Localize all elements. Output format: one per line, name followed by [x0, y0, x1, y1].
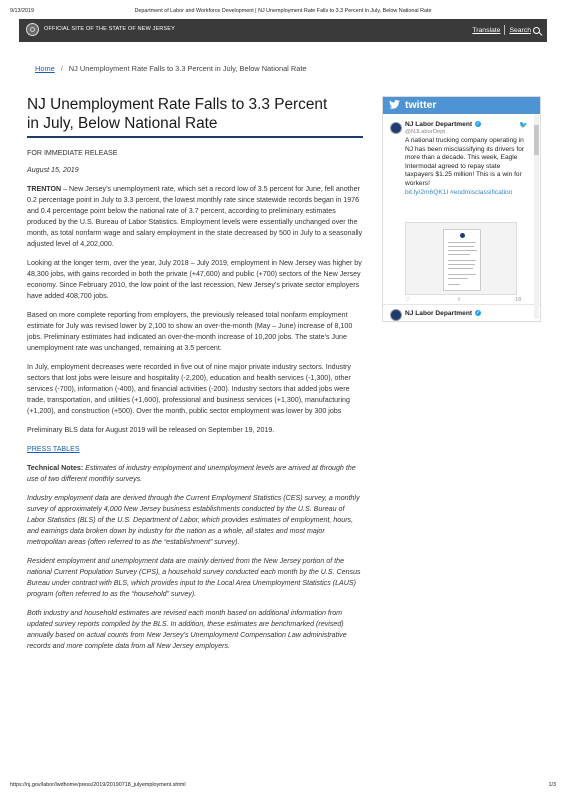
top-nav — [472, 25, 540, 35]
state-topbar — [19, 19, 547, 42]
doc-line — [448, 250, 477, 251]
print-page-number: 1/3 — [548, 782, 556, 788]
twitter-bird-icon — [389, 100, 400, 109]
avatar[interactable] — [390, 309, 402, 321]
tweet-link[interactable]: bit.ly/2m6QK1I — [405, 188, 449, 196]
twitter-wordmark: twitter — [405, 99, 437, 111]
tweet-author-name: NJ Labor Department — [405, 121, 473, 128]
print-url: https://nj.gov/labor/lwdhome/press/2019/20190718_julyemployment.shtml — [10, 782, 186, 788]
technical-notes-text: Estimates of industry employment and unemployment levels are arrived at through the use of two different monthly surveys. — [27, 464, 356, 483]
breadcrumb-current: NJ Unemployment Rate Falls to 3.3 Percent in July, Below National Rate — [68, 64, 307, 73]
press-release-thumbnail — [443, 229, 481, 291]
doc-line — [448, 274, 476, 275]
breadcrumb — [35, 64, 306, 73]
tweet-text — [405, 137, 528, 197]
tweet-handle[interactable]: @NJLaborDept — [405, 129, 446, 135]
share-icon[interactable]: ⇧ — [457, 297, 462, 303]
tweet-count: 18 — [515, 297, 522, 303]
tweet-author[interactable] — [405, 310, 481, 317]
official-site-label: OFFICIAL SITE OF THE STATE OF NEW JERSEY — [44, 26, 175, 32]
print-header — [0, 8, 566, 16]
translate-link[interactable]: Translate — [472, 26, 501, 34]
verified-icon: ✓ — [476, 121, 480, 127]
doc-line — [448, 278, 468, 279]
tweet-hashtag[interactable]: #endmisclassification — [450, 188, 513, 196]
release-label: FOR IMMEDIATE RELEASE — [27, 149, 118, 157]
seal-icon — [460, 233, 465, 238]
nav-divider — [504, 25, 505, 35]
doc-line — [448, 254, 470, 255]
twitter-scrollbar[interactable] — [534, 115, 539, 319]
paragraph-5: Preliminary BLS data for August 2019 will be released on September 19, 2019. — [27, 426, 275, 434]
heart-icon[interactable]: ♡ — [405, 297, 411, 303]
doc-line — [448, 284, 460, 285]
paragraph-3: Based on more complete reporting from employers, the previously released total nonfarm employment estimate for July was revised lower by 2,100 to show an over-the-month (May – June) increase of 8,100 jobs. Preliminary estimates had indicated an over-the-month increase of 10,200 jobs. The state’s June unemployment rate was unchanged, remaining at 3.5 percent. — [27, 311, 353, 352]
technical-notes — [27, 463, 363, 485]
note-ces: Industry employment data are derived through the Current Employment Statistics (CES) survey, a monthly survey of approximately 4,000 New Jersey business establishments conducted by the U.S. Bureau of Labor Statistics (BLS) of the U.S. Department of Labor, which provides estimates of employment, hours, and earnings data broken down by industry for the nation as a whole, all states and most major metropolitan areas (often referred to as the “establishment” survey). — [27, 494, 360, 546]
paragraph-4: In July, employment decreases were recorded in five out of nine major private industry sectors. Industry sectors that lost jobs were leisure and hospitality (-2,200), education and health services (-1,300), other services (-700), information (-400), and financial activities (-200). Industry sectors that added jobs were trade, transportation, and utilities (+1,600), professional and business services (+1,300), manufacturing (+1,200), and construction (+500). Over the month, public sector employment was lower by 300 jobs — [27, 363, 351, 415]
technical-notes-label: Technical Notes: — [27, 464, 84, 472]
breadcrumb-separator: / — [60, 64, 63, 73]
breadcrumb-home-link[interactable]: Home — [35, 64, 55, 73]
tweet-author[interactable] — [405, 121, 481, 128]
doc-line — [448, 264, 475, 265]
twitter-header — [383, 97, 540, 114]
state-seal-icon — [26, 23, 39, 36]
release-date: August 15, 2019 — [27, 166, 79, 174]
twitter-widget — [382, 96, 541, 322]
tweet-author-name: NJ Labor Department — [405, 310, 473, 317]
scrollbar-thumb[interactable] — [534, 125, 539, 155]
doc-line — [448, 260, 476, 261]
dateline: TRENTON — [27, 185, 62, 193]
paragraph-1 — [27, 184, 363, 250]
note-revisions: Both industry and household estimates are revised each month based on additional information from updated survey reports compiled by the BLS. In addition, these estimates are benchmarked (revised) annually based on actual counts from New Jersey’s Unemployment Compensation Law administrative records and more complete data from all New Jersey employers. — [27, 609, 347, 650]
print-title: Department of Labor and Workforce Development | NJ Unemployment Rate Falls to 3.3 Percent in July, Below National Rate — [134, 8, 432, 14]
press-tables-link[interactable]: PRESS TABLES — [27, 445, 80, 453]
doc-line — [448, 268, 473, 269]
paragraph-1-text: – New Jersey’s unemployment rate, which set a record low of 3.5 percent for June, fell another 0.2 percentage point in July to 3.3 percent, the lowest monthly rate since statewide records began in 1976 and 0.4 percentage point below the national rate of 3.7 percent, according to preliminary estimates produced by the U.S. Bureau of Labor Statistics. Employment levels were essentially unchanged over the month, as total nonfarm wage and salary employment in the state decreased by 500 in July to a seasonally adjusted level of 4,202,000. — [27, 185, 363, 248]
tweet[interactable] — [383, 114, 540, 305]
verified-icon: ✓ — [476, 310, 480, 316]
tweet-body: A national trucking company operating in NJ has been misclassifying its drivers for more than a decade. This week, Eagle Intermodal agreed to repay state taxpayers $1.25 million! This is a win for workers! — [405, 137, 525, 187]
note-cps: Resident employment and unemployment data are mainly derived from the New Jersey portion of the national Current Population Survey (CPS), a household survey conducted each month by the U.S. Census Bureau under contract with BLS, which provides input to the Local Area Unemployment Statistics (LAUS) program (often referred to as the “household” survey). — [27, 557, 361, 598]
tweet-image[interactable] — [405, 222, 517, 295]
tweet[interactable] — [383, 305, 540, 322]
search-link[interactable]: Search — [509, 26, 531, 34]
search-icon[interactable] — [533, 27, 540, 34]
page-title — [27, 96, 363, 133]
avatar[interactable] — [390, 122, 402, 134]
twitter-logo-icon: 🐦 — [519, 122, 528, 129]
page-title-line-1: NJ Unemployment Rate Falls to 3.3 Percent — [27, 96, 328, 113]
article — [27, 96, 363, 660]
doc-line — [448, 242, 476, 243]
print-date: 9/13/2019 — [10, 8, 34, 14]
title-rule — [27, 136, 363, 138]
paragraph-2: Looking at the longer term, over the year, July 2018 – July 2019, employment in New Jersey was higher by 48,300 jobs, with gains recorded in both the private (+47,600) and public (+700) sectors of the New Jersey economy. Since February 2010, the low point of the last recession, New Jersey’s private sector employers have added 408,700 jobs. — [27, 259, 362, 300]
doc-line — [448, 246, 474, 247]
page-title-line-2: in July, Below National Rate — [27, 114, 218, 132]
